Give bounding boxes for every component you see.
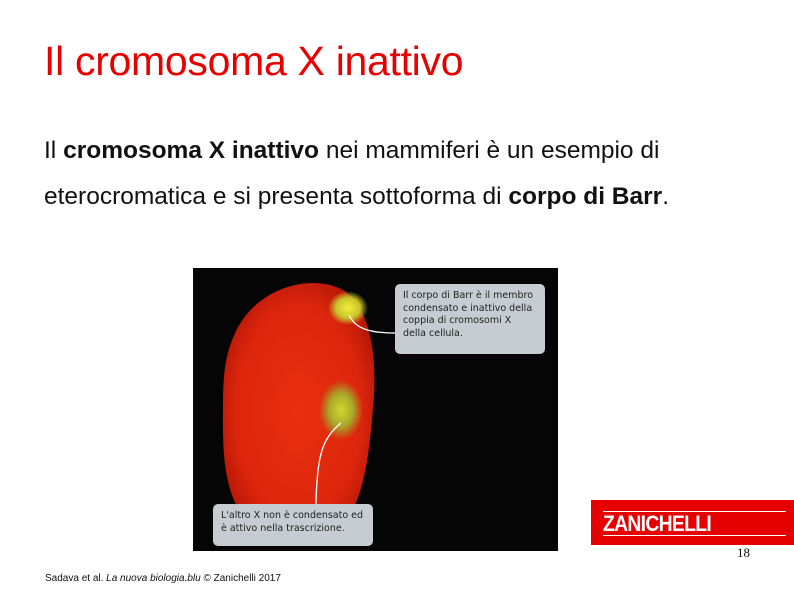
page-number: 18 <box>737 545 750 560</box>
barr-body-micrograph <box>193 268 558 551</box>
active-x-callout: L'altro X non è condensato ed è attivo nella trascrizione. <box>213 504 373 546</box>
barr-body-spot <box>328 291 368 325</box>
logo-band <box>603 511 786 536</box>
logo-text: ZANICHELLI <box>603 511 712 536</box>
barr-body-callout: Il corpo di Barr è il membro condensato e inattivo della coppia di cromosomi X della cellula. <box>395 284 545 354</box>
slide-title: Il cromosoma X inattivo <box>44 38 464 84</box>
source-citation <box>45 573 281 584</box>
source-suffix: © Zanichelli 2017 <box>200 573 281 584</box>
body-text-1: Il <box>44 137 64 164</box>
body-text-3: . <box>662 183 670 210</box>
active-x-spot <box>319 380 363 440</box>
body-bold-1: cromosoma X inattivo <box>63 137 320 164</box>
zanichelli-logo <box>591 500 794 545</box>
body-bold-2: corpo di Barr <box>508 183 663 210</box>
source-prefix: Sadava et al. <box>45 573 107 584</box>
body-paragraph <box>44 128 744 220</box>
body-text-2: nei mammiferi è un esempio di eterocromatica e si presenta sottoforma di <box>44 137 660 210</box>
source-book: La nuova biologia.blu <box>106 573 201 584</box>
